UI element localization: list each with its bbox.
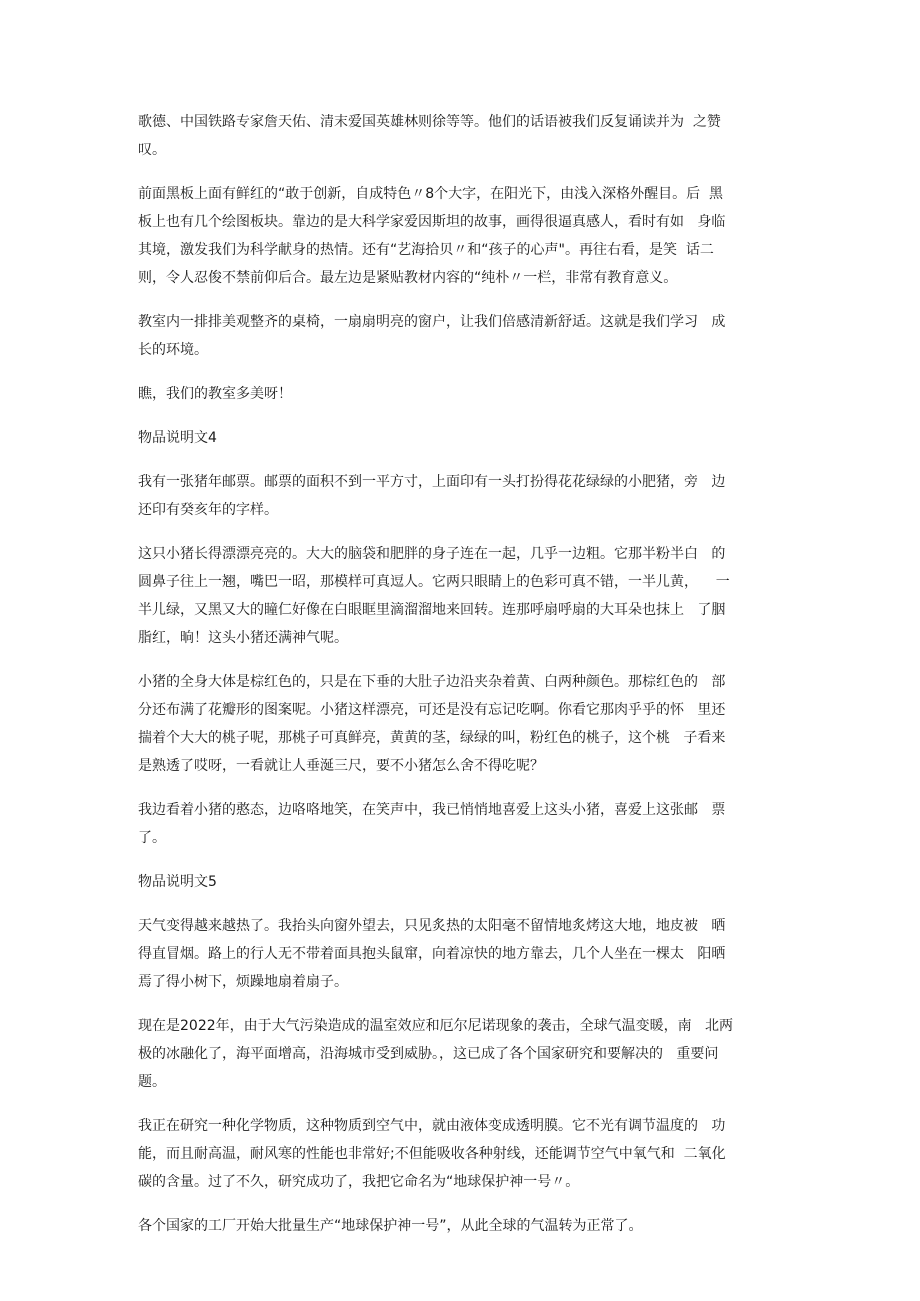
text-line: 碳的含量。过了不久，研究成功了，我把它命名为“地球保护神一号〃。 [138,1174,580,1190]
text-line: 揣着个大大的桃子呢，那桃子可真鲜亮，黄黄的茎，绿绿的叫，粉红色的桃子，这个桃 子看来 [138,730,726,746]
text-line: 脂红，晌！这头小猪还满神气呢。 [138,630,348,646]
text-line: 物品说明文5 [138,874,217,890]
text-line: 圆鼻子往上一翘，嘴巴一昭，那模样可真逗人。它两只眼睛上的色彩可真不错，一半儿黄， 一 [138,574,730,590]
text-line: 极的冰融化了，海平面增高，沿海城市受到威胁。，这已成了各个国家研究和要解决的 重要问 [138,1046,719,1062]
paragraph [138,1012,788,1096]
text-line: 长的环境。 [138,342,208,358]
text-line: 还印有癸亥年的字样。 [138,502,278,518]
text-line: 我边看着小猪的憨态，边咯咯地笑，在笑声中，我已悄悄地喜爱上这头小猪，喜爱上这张邮 票 [138,802,726,818]
text-line: 得直冒烟。路上的行人无不带着面具抱头鼠窜，向着凉快的地方靠去，几个人坐在一棵太 阳晒 [138,946,726,962]
text-line: 前面黑板上面有鲜红的“敢于创新，自成特色〃8个大字，在阳光下，由浅入深格外醒目。后 黑 [138,186,724,202]
text-line: 瞧，我们的教室多美呀！ [138,386,292,402]
paragraph-gap [138,292,788,308]
text-line: 歌德、中国铁路专家詹天佑、清末爱国英雄林则徐等等。他们的话语被我们反复诵读并为 之赞 [138,114,721,130]
text-line: 题。 [138,1074,166,1090]
text-line: 其境，激发我们为科学献身的热情。还有“艺海拾贝〃和“孩子的心声"。再往右看，是笑 话二 [138,242,714,258]
text-line: 小猪的全身大体是棕红色的，只是在下垂的大肚子边沿夹杂着黄、白两种颜色。那棕红色的 部 [138,674,726,690]
paragraph-gap [138,452,788,468]
paragraph-gap [138,996,788,1012]
paragraph-gap [138,524,788,540]
text-line: 则，令人忍俊不禁前仰后合。最左边是紧贴教材内容的“纯朴〃一栏，非常有教育意义。 [138,270,678,286]
paragraph [138,796,788,852]
text-line: 各个国家的工厂开始大批量生产“地球保护神一号”，从此全球的气温转为正常了。 [138,1218,643,1234]
paragraph [138,912,788,996]
paragraph [138,540,788,652]
paragraph-gap [138,1096,788,1112]
text-line: 了。 [138,830,166,846]
text-line: 焉了得小树下，烦躁地扇着扇子。 [138,974,348,990]
paragraph-gap [138,780,788,796]
paragraph-gap [138,1196,788,1212]
paragraph-gap [138,652,788,668]
text-line: 天气变得越来越热了。我抬头向窗外望去，只见炙热的太阳毫不留情地炙烤这大地，地皮被 晒 [138,918,726,934]
paragraph [138,108,788,164]
paragraph [138,308,788,364]
text-line: 半儿绿，又黑又大的瞳仁好像在白眼眶里滴溜溜地来回转。连那呼扇呼扇的大耳朵也抹上 了胭 [138,602,726,618]
section-heading [138,868,788,896]
text-line: 板上也有几个绘图板块。靠边的是大科学家爱因斯坦的故事，画得很逼真感人，看时有如 身临 [138,214,726,230]
text-line: 我正在研究一种化学物质，这种物质到空气中，就由液体变成透明膜。它不光有调节温度的 功 [138,1118,726,1134]
paragraph [138,1112,788,1196]
paragraph-gap [138,364,788,380]
paragraph [138,468,788,524]
paragraph-gap [138,896,788,912]
document-body [138,108,788,1240]
paragraph-gap [138,408,788,424]
text-line: 叹。 [138,142,166,158]
paragraph [138,180,788,292]
text-line: 现在是2022年，由于大气污染造成的温室效应和厄尔尼诺现象的袭击，全球气温变暖，南 北两 [138,1018,733,1034]
text-line: 是熟透了哎呀，一看就让人垂涎三尺，要不小猪怎么舍不得吃呢？ [138,758,544,774]
paragraph-gap [138,164,788,180]
text-line: 能，而且耐高温，耐风寒的性能也非常好;不但能吸收各种射线，还能调节空气中氧气和 二氧化 [138,1146,726,1162]
text-line: 教室内一排排美观整齐的桌椅，一扇扇明亮的窗户，让我们倍感清新舒适。这就是我们学习 成 [138,314,726,330]
section-heading [138,424,788,452]
text-line: 这只小猪长得漂漂亮亮的。大大的脑袋和肥胖的身子连在一起，几乎一边粗。它那半粉半白 的 [138,546,726,562]
text-line: 分还布满了花瓣形的图案呢。小猪这样漂亮，可还是没有忘记吃啊。你看它那肉乎乎的怀 里还 [138,702,726,718]
text-line: 物品说明文4 [138,430,217,446]
paragraph [138,668,788,780]
paragraph [138,380,788,408]
text-line: 我有一张猪年邮票。邮票的面积不到一平方寸，上面印有一头打扮得花花绿绿的小肥猪，旁 边 [138,474,726,490]
paragraph [138,1212,788,1240]
paragraph-gap [138,852,788,868]
